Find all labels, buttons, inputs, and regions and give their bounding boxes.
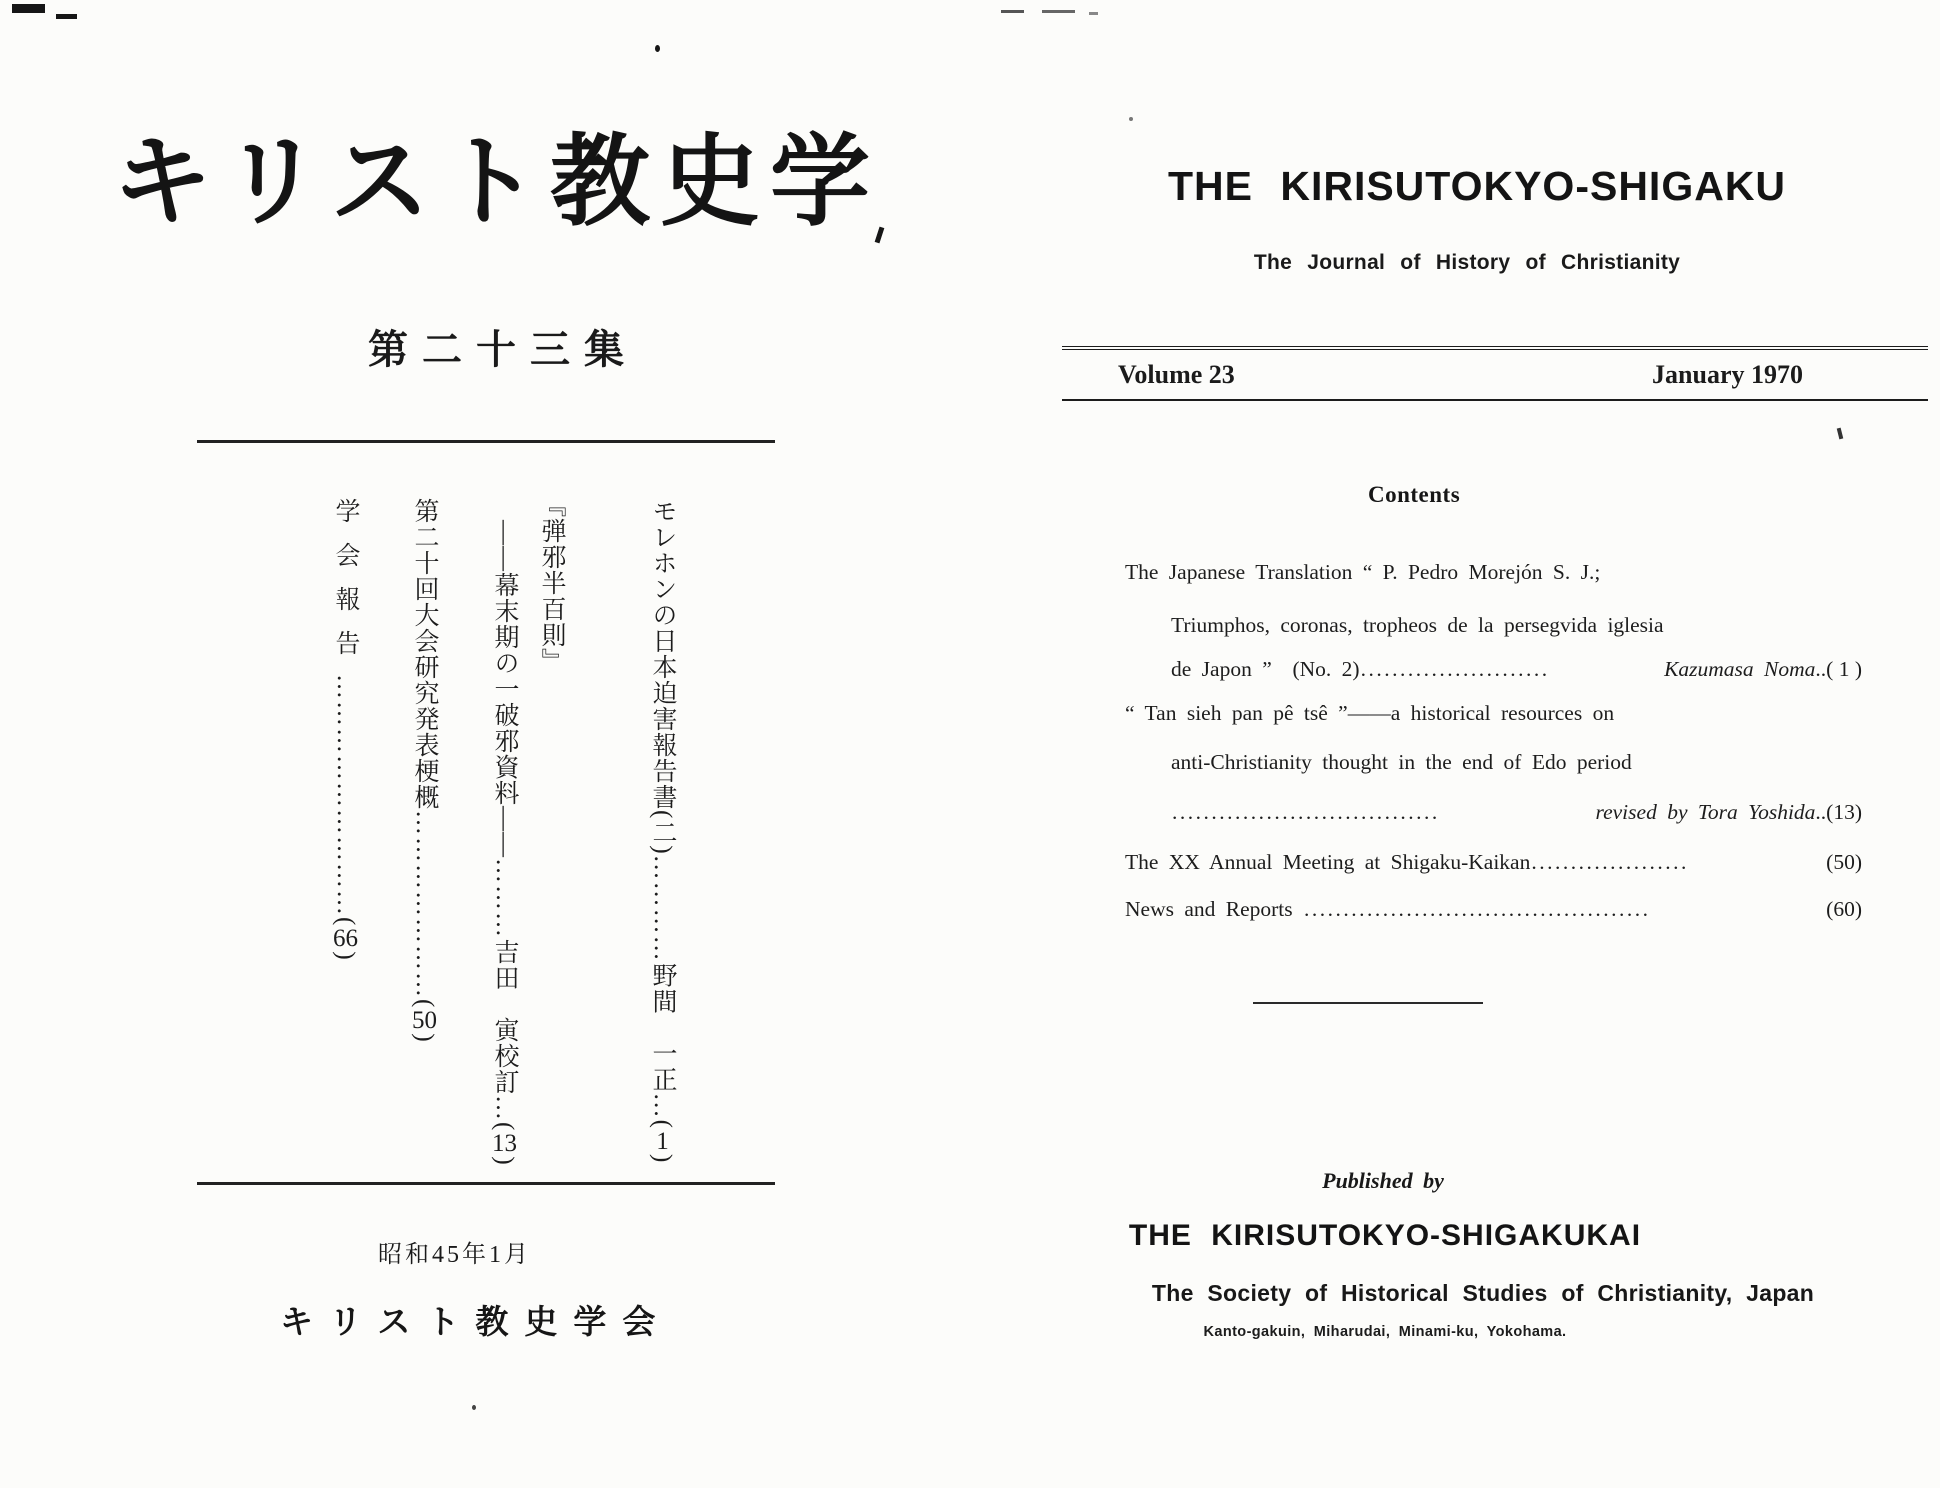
page-number: 13 [492,1131,517,1157]
paren-open: ( [491,1122,518,1132]
contents-entry-line [1125,560,1862,585]
issue-date: January 1970 [1652,359,1803,389]
contents-entry-line [1125,657,1862,682]
scan-artifact [1042,10,1075,13]
contents-entry-line [1125,701,1862,726]
contents-text: News and Reports [1125,897,1304,921]
toc-leader: ………… [649,854,676,963]
toc-rule-top [197,440,775,443]
volume-label-jp: 第二十三集 [368,327,638,372]
page-number: 50 [412,1008,437,1034]
paren-close: ) [491,1156,518,1166]
contents-page: (60) [1826,897,1862,921]
publication-date-jp: 昭和45年1月 [378,1242,531,1268]
contents-entry-line [1125,800,1862,825]
paren-open: ( [332,917,359,927]
toc-column-3 [411,498,437,1043]
society-name-en: The Society of Historical Studies of Christianity, Japan [1151,1280,1815,1306]
volume-band [1062,346,1928,401]
scan-artifact [1089,12,1098,15]
toc-entry-title: 学会報告 [332,498,359,674]
published-by-label: Published by [1322,1168,1444,1193]
toc-column-4 [332,498,358,961]
scan-artifact [12,4,45,13]
contents-text: The XX Annual Meeting at Shigaku-Kaikan [1125,850,1531,874]
toc-leader: … [649,1092,676,1120]
toc-page-number [649,1120,676,1164]
scan-artifact [472,1405,476,1410]
contents-entry-line [1125,613,1862,638]
toc-page-number [332,917,359,961]
contents-entry-line [1125,750,1862,775]
toc-column-1 [649,498,675,1163]
toc-entry-title: 『弾邪半百則』 [538,492,565,674]
volume-label: Volume 23 [1118,359,1235,389]
scan-artifact [1837,428,1844,440]
contents-author: Kazumasa Noma [1664,657,1816,681]
contents-heading: Contents [1368,482,1461,507]
paren-close: ) [649,1153,676,1164]
contents-page: ..( 1 ) [1815,657,1862,681]
toc-author: 吉田 寅校訂 [491,939,518,1095]
toc-leader: ……………………… [332,674,359,917]
contents-text: The Japanese Translation “ P. Pedro Morejón S. J.; [1125,560,1601,584]
toc-leader: … [491,1095,518,1122]
contents-entry-line [1125,850,1862,875]
toc-entry-title: モレホンの日本迫害報告書(二) [649,498,676,855]
journal-title-en: THE KIRISUTOKYO-SHIGAKU [1167,163,1787,209]
contents-text: Triumphos, coronas, tropheos de la persegvida iglesia [1171,613,1664,637]
contents-page: ..(13) [1815,800,1862,824]
journal-subtitle-en: The Journal of History of Christianity [1253,251,1681,274]
toc-leader: ……… [491,858,518,939]
contents-dots: ........................ [1360,657,1550,681]
journal-title-jp: キリスト教史学 [112,127,880,238]
divider-rule [1253,1002,1483,1004]
toc-column-2 [481,492,575,1166]
paren-open: ( [649,1119,676,1129]
toc-page-number [491,1122,518,1166]
contents-author: revised by Tora Yoshida [1595,800,1816,824]
society-name-jp: キリスト教史学会 [280,1305,672,1341]
page-number: 1 [656,1128,669,1154]
toc-leader: ………………… [411,810,438,999]
contents-text: anti-Christianity thought in the end of Edo period [1171,750,1632,774]
contents-dots: ............................................ [1304,897,1651,921]
contents-dots: .................................. [1172,800,1440,824]
toc-page-number [411,999,438,1043]
toc-entry-subtitle: ——幕末期の一破邪資料—— [491,520,518,858]
paren-close: ) [411,1033,438,1043]
scan-artifact [56,14,77,19]
publisher-name: THE KIRISUTOKYO-SHIGAKUKAI [1128,1219,1642,1252]
page-number: 66 [333,926,358,952]
paren-open: ( [411,999,438,1009]
publisher-address: Kanto-gakuin, Miharudai, Minami-ku, Yokohama. [1203,1324,1567,1340]
toc-author: 野間 一正 [649,962,676,1093]
scan-artifact [1129,117,1133,121]
paren-close: ) [332,951,359,961]
toc-entry-title: 第二十回大会研究発表梗概 [411,498,438,810]
scan-artifact [1001,10,1024,13]
contents-page: (50) [1826,850,1862,874]
scan-artifact [655,45,660,52]
contents-entry-line [1125,897,1862,922]
contents-dots: .................... [1531,850,1689,874]
toc-rule-bottom [197,1182,775,1185]
contents-text: “ Tan sieh pan pê tsê ”——a historical resources on [1125,701,1615,725]
contents-text: de Japon ” (No. 2) [1171,657,1360,681]
